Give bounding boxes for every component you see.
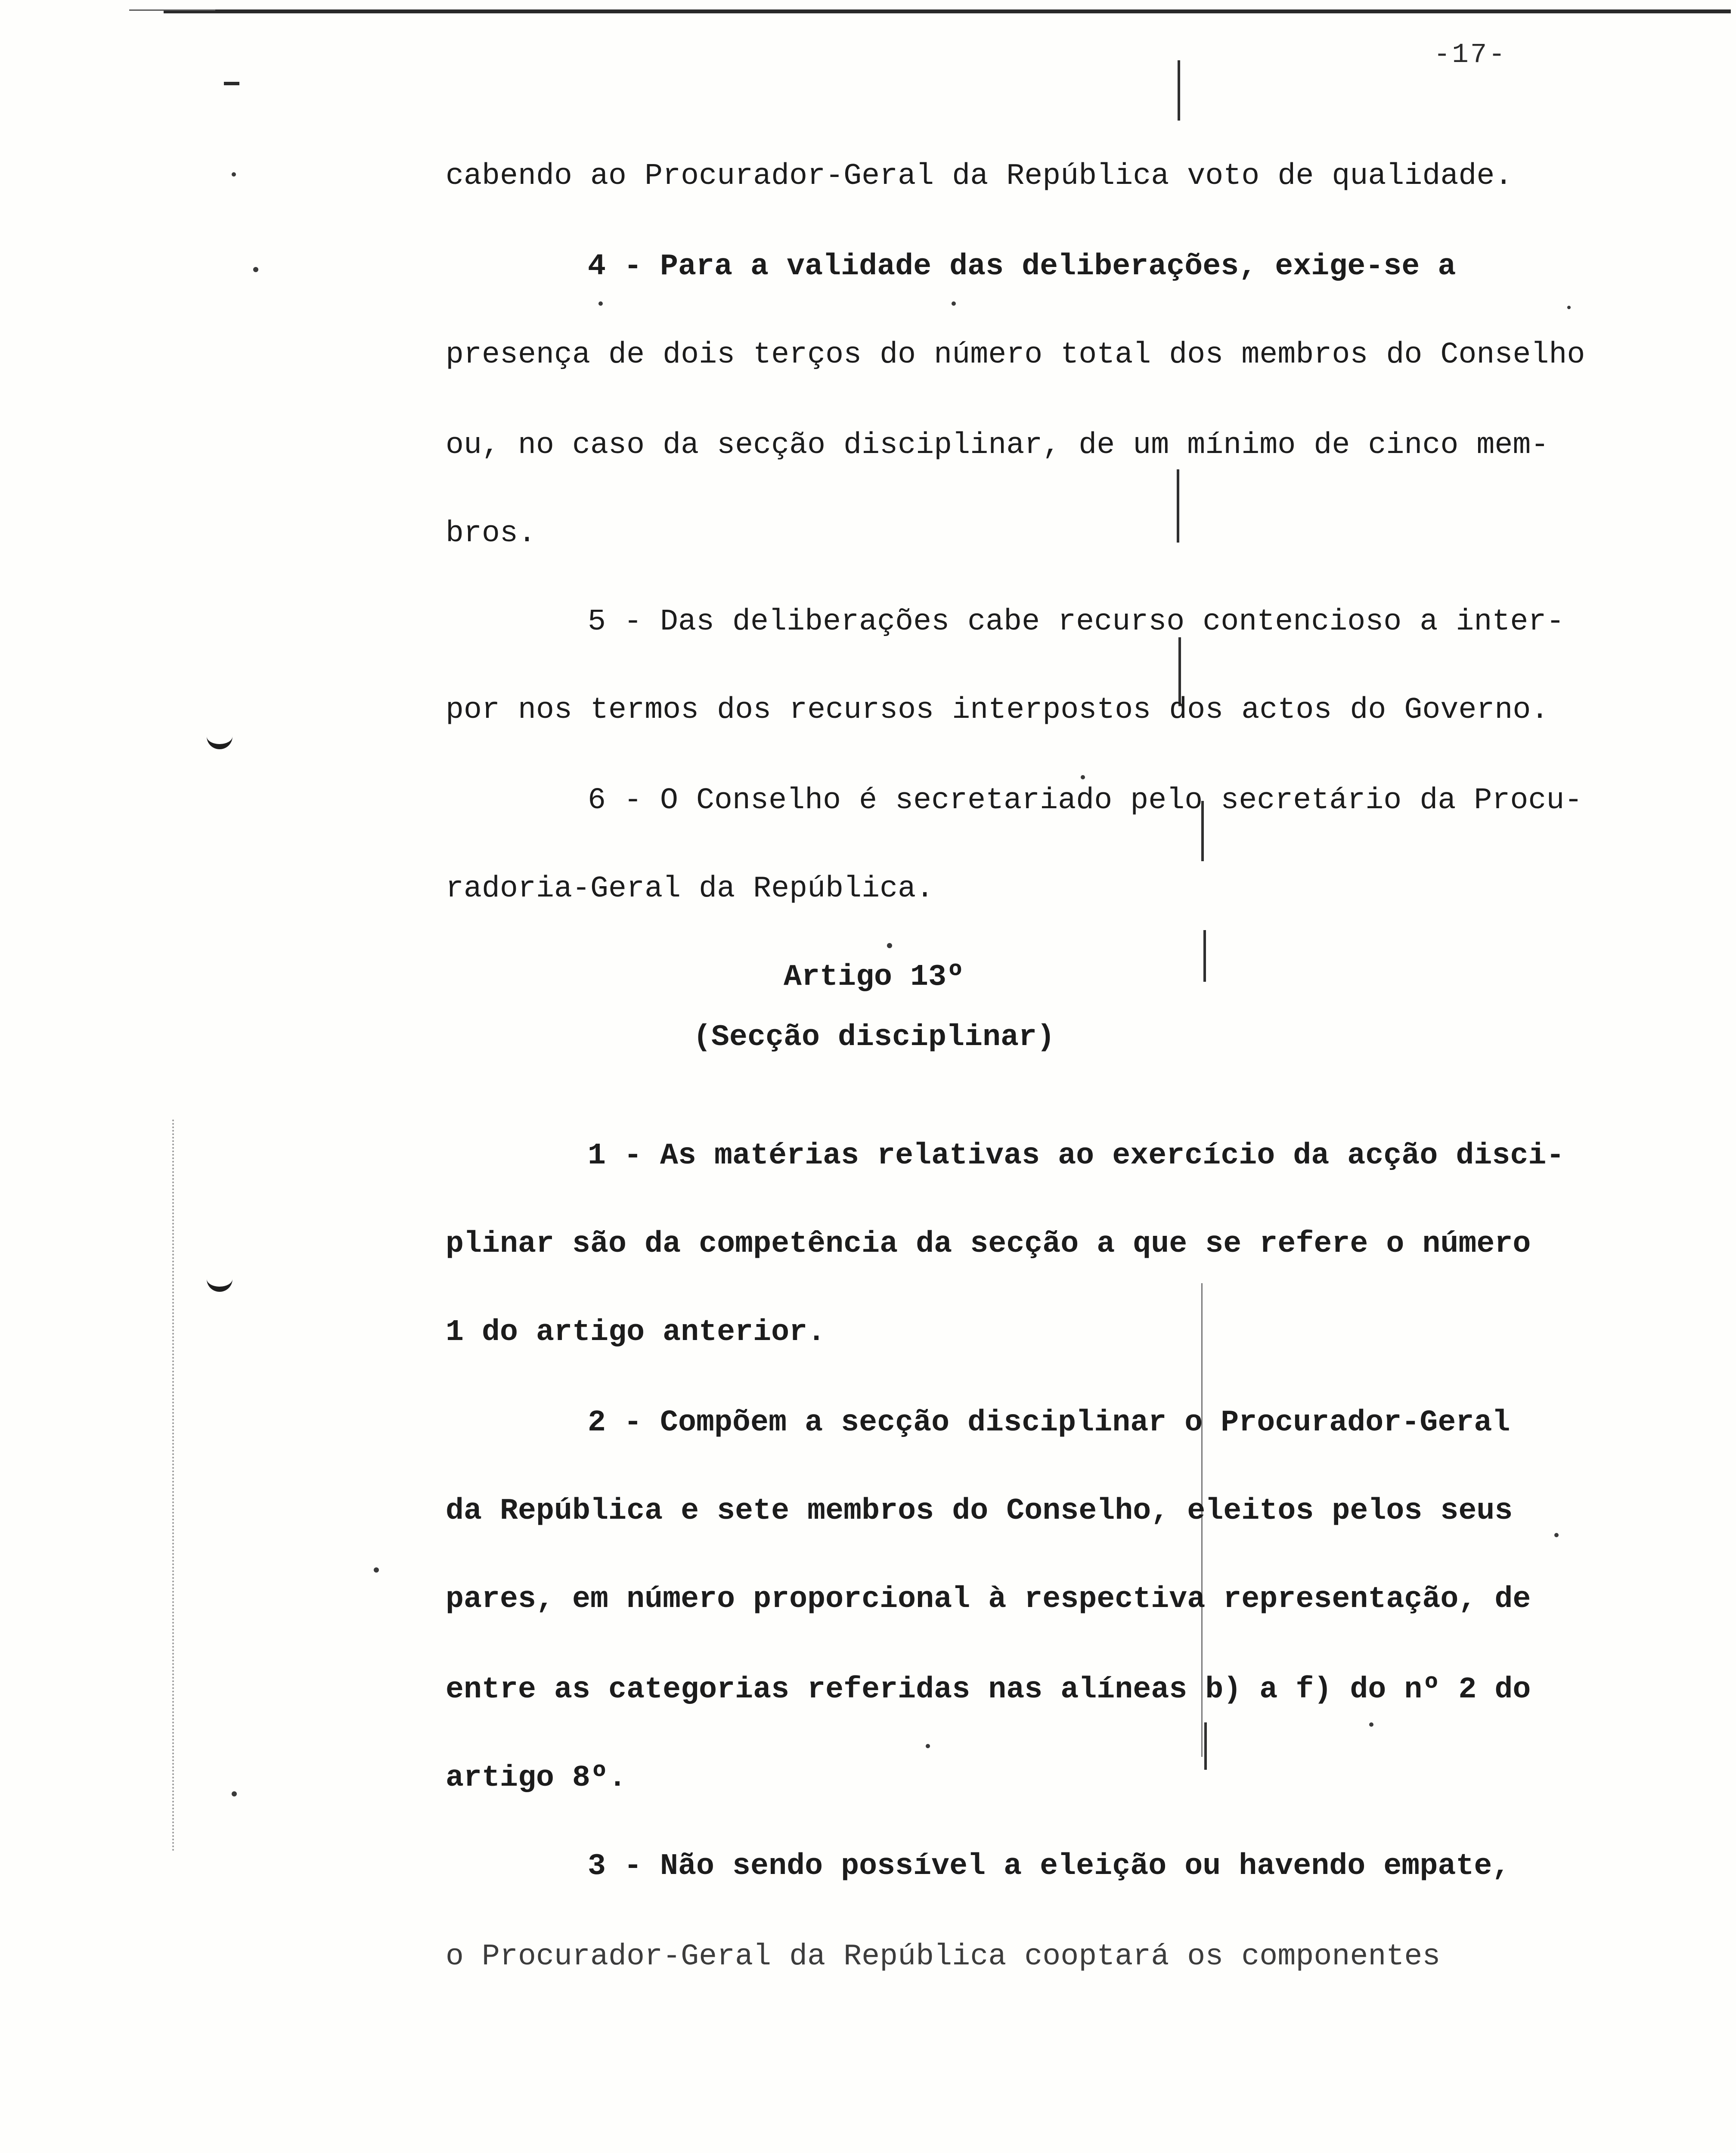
scan-speck [926, 1744, 930, 1748]
text-line: da República e sete membros do Conselho, eleitos pelos seus [446, 1494, 1513, 1528]
scan-speck [1081, 775, 1085, 779]
scan-speck [598, 301, 603, 306]
text-line: 1 do artigo anterior. [446, 1315, 826, 1350]
text-line: plinar são da competência da secção a que se refere o número [446, 1227, 1531, 1261]
scan-speck [1554, 1533, 1559, 1537]
scan-speck [952, 301, 956, 306]
page-number: -17- [1434, 40, 1507, 71]
text-line: entre as categorias referidas nas alíneas b) a f) do nº 2 do [446, 1673, 1531, 1707]
article-title: Artigo 13º [783, 960, 965, 994]
scan-speck [374, 1567, 379, 1573]
punch-hole-mark [207, 732, 232, 749]
text-line: 2 - Compõem a secção disciplinar o Procurador-Geral [588, 1406, 1510, 1440]
scan-speck [887, 943, 892, 948]
text-line: radoria-Geral da República. [446, 872, 934, 906]
scan-streak [1178, 60, 1180, 121]
scan-left-edge-dots [172, 1120, 176, 1852]
scan-streak [1204, 1722, 1207, 1770]
text-line: ou, no caso da secção disciplinar, de um mínimo de cinco mem- [446, 428, 1549, 462]
text-line: artigo 8º. [446, 1761, 627, 1795]
scan-top-edge-line [164, 9, 1731, 13]
text-line: o Procurador-Geral da República cooptará os componentes [446, 1940, 1441, 1974]
text-line: presença de dois terços do número total dos membros do Conselho [446, 338, 1585, 372]
text-line: pares, em número proporcional à respectiva representação, de [446, 1582, 1531, 1616]
scan-speck [1369, 1722, 1373, 1727]
scan-speck [232, 172, 236, 177]
margin-mark [224, 82, 239, 85]
scan-streak [1177, 469, 1179, 543]
text-line: 6 - O Conselho é secretariado pelo secretário da Procu- [588, 784, 1583, 818]
text-line: bros. [446, 517, 536, 551]
scan-top-edge-thin [129, 9, 215, 11]
scan-speck [253, 267, 258, 272]
scan-speck [232, 1791, 237, 1796]
text-line: por nos termos dos recursos interpostos dos actos do Governo. [446, 693, 1549, 727]
text-line: 5 - Das deliberações cabe recurso contencioso a inter- [588, 605, 1565, 639]
text-line: 1 - As matérias relativas ao exercício da acção disci- [588, 1139, 1565, 1173]
punch-hole-mark [207, 1275, 232, 1292]
scan-speck [1567, 306, 1571, 309]
text-line: 4 - Para a validade das deliberações, exige-se a [588, 250, 1456, 284]
article-subtitle: (Secção disciplinar) [693, 1021, 1055, 1055]
text-line: cabendo ao Procurador-Geral da República voto de qualidade. [446, 159, 1513, 193]
text-line: 3 - Não sendo possível a eleição ou havendo empate, [588, 1849, 1510, 1883]
